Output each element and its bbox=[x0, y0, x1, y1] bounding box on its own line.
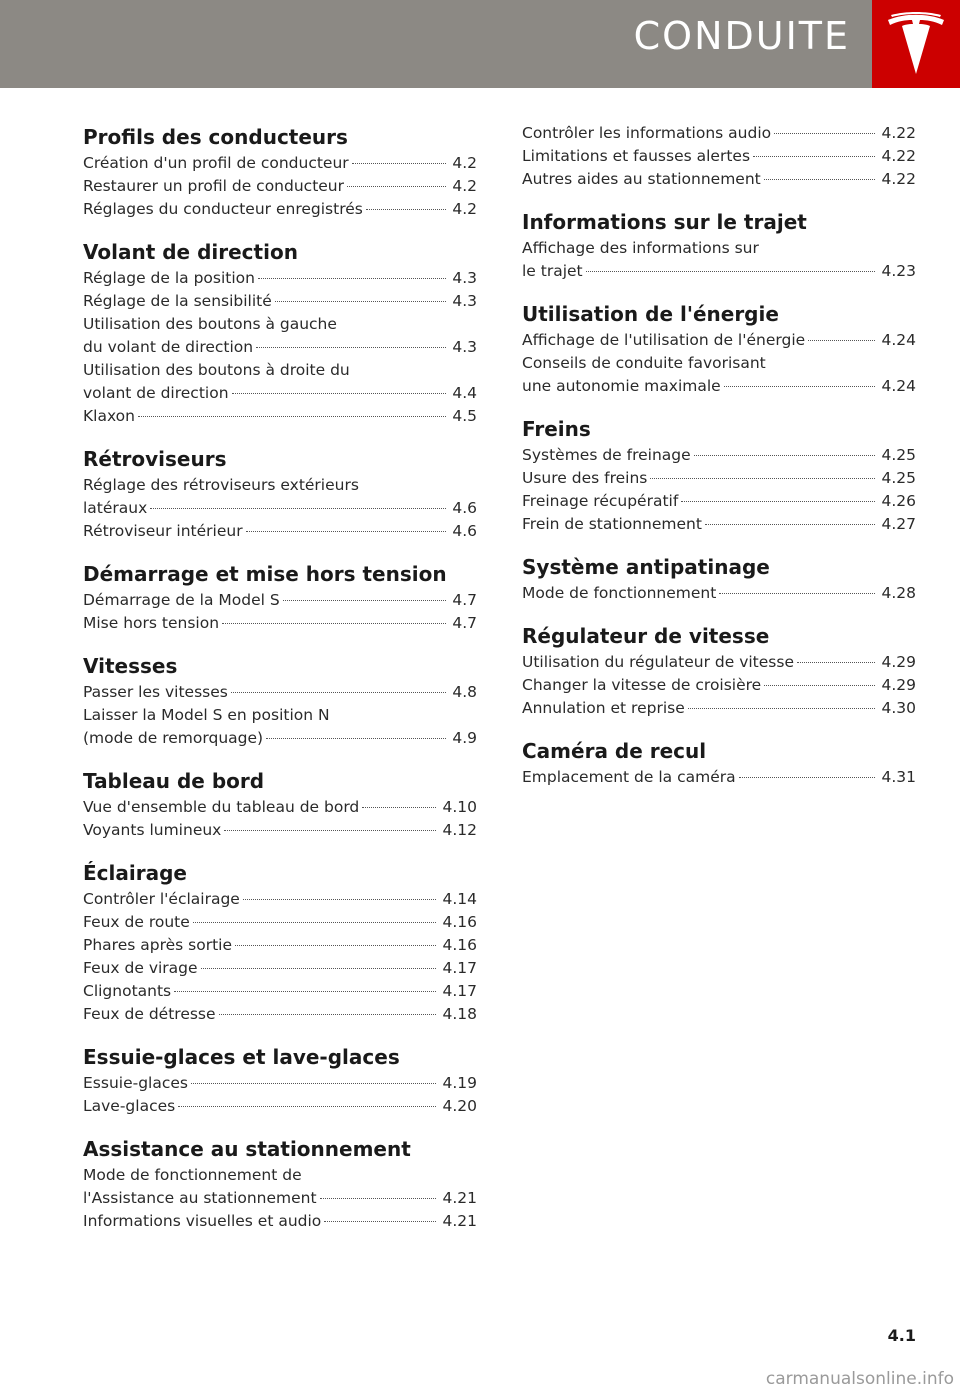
entry-page: 4.25 bbox=[881, 446, 916, 464]
dot-leader bbox=[193, 922, 437, 923]
section-title: Volant de direction bbox=[83, 240, 298, 264]
entry-label: Utilisation des boutons à droite du bbox=[83, 361, 350, 379]
section-title: Vitesses bbox=[83, 654, 178, 678]
toc-entry[interactable] bbox=[83, 819, 477, 842]
toc-entry[interactable] bbox=[522, 651, 916, 674]
toc-section bbox=[522, 414, 916, 536]
dot-leader bbox=[138, 416, 446, 417]
dot-leader bbox=[694, 455, 876, 456]
entry-label: (mode de remorquage) bbox=[83, 729, 264, 747]
dot-leader bbox=[174, 991, 436, 992]
toc-entry[interactable] bbox=[83, 405, 477, 428]
dot-leader bbox=[724, 386, 876, 387]
entry-page: 4.2 bbox=[452, 200, 477, 218]
entry-page: 4.9 bbox=[452, 729, 477, 747]
toc-entry[interactable] bbox=[83, 267, 477, 290]
toc-entry[interactable] bbox=[83, 290, 477, 313]
entry-page: 4.3 bbox=[452, 269, 477, 287]
toc-left-column bbox=[83, 122, 477, 1249]
entry-label: Essuie-glaces bbox=[83, 1074, 188, 1092]
chapter-title: CONDUITE bbox=[633, 14, 850, 58]
entry-page: 4.16 bbox=[442, 936, 477, 954]
dot-leader bbox=[232, 393, 447, 394]
toc-entry[interactable] bbox=[83, 888, 477, 911]
entry-label: Freinage récupératif bbox=[522, 492, 679, 510]
entry-page: 4.22 bbox=[881, 124, 916, 142]
entry-label: Mode de fonctionnement bbox=[522, 584, 717, 602]
entry-label: Création d'un profil de conducteur bbox=[83, 154, 349, 172]
dot-leader bbox=[150, 508, 446, 509]
toc-entry[interactable] bbox=[83, 704, 477, 750]
toc-entry[interactable] bbox=[522, 329, 916, 352]
entry-page: 4.14 bbox=[442, 890, 477, 908]
entry-page: 4.28 bbox=[881, 584, 916, 602]
dot-leader bbox=[764, 685, 875, 686]
entry-label: Utilisation du régulateur de vitesse bbox=[522, 653, 794, 671]
dot-leader bbox=[774, 133, 875, 134]
entry-label: Emplacement de la caméra bbox=[522, 768, 736, 786]
toc-entry[interactable] bbox=[83, 957, 477, 980]
entry-label: Systèmes de freinage bbox=[522, 446, 691, 464]
toc-entry[interactable] bbox=[83, 359, 477, 405]
dot-leader bbox=[235, 945, 436, 946]
entry-page: 4.21 bbox=[442, 1212, 477, 1230]
toc-entry[interactable] bbox=[83, 474, 477, 520]
toc-entry[interactable] bbox=[522, 513, 916, 536]
toc-entry[interactable] bbox=[83, 612, 477, 635]
entry-label: Restaurer un profil de conducteur bbox=[83, 177, 345, 195]
dot-leader bbox=[222, 623, 446, 624]
toc-section bbox=[83, 1134, 477, 1233]
dot-leader bbox=[797, 662, 876, 663]
toc-entry[interactable] bbox=[522, 444, 916, 467]
entry-page: 4.29 bbox=[881, 653, 916, 671]
entry-label: Feux de détresse bbox=[83, 1005, 216, 1023]
section-title: Régulateur de vitesse bbox=[522, 624, 770, 648]
dot-leader bbox=[362, 807, 436, 808]
entry-page: 4.7 bbox=[452, 591, 477, 609]
entry-page: 4.19 bbox=[442, 1074, 477, 1092]
dot-leader bbox=[246, 531, 447, 532]
entry-label: Rétroviseur intérieur bbox=[83, 522, 243, 540]
dot-leader bbox=[283, 600, 447, 601]
entry-page: 4.12 bbox=[442, 821, 477, 839]
entry-page: 4.7 bbox=[452, 614, 477, 632]
entry-page: 4.18 bbox=[442, 1005, 477, 1023]
section-title: Tableau de bord bbox=[83, 769, 265, 793]
dot-leader bbox=[266, 738, 446, 739]
dot-leader bbox=[191, 1083, 437, 1084]
toc-entry[interactable] bbox=[83, 589, 477, 612]
entry-page: 4.24 bbox=[881, 377, 916, 395]
entry-label: Réglage de la position bbox=[83, 269, 255, 287]
toc-entry[interactable] bbox=[522, 122, 916, 145]
entry-page: 4.26 bbox=[881, 492, 916, 510]
entry-label: Mode de fonctionnement de bbox=[83, 1166, 302, 1184]
toc-section bbox=[83, 766, 477, 842]
toc-section bbox=[83, 1042, 477, 1118]
entry-page: 4.31 bbox=[881, 768, 916, 786]
entry-page: 4.3 bbox=[452, 338, 477, 356]
entry-page: 4.2 bbox=[452, 154, 477, 172]
toc-entry[interactable] bbox=[83, 796, 477, 819]
toc-entry[interactable] bbox=[522, 145, 916, 168]
entry-label: Limitations et fausses alertes bbox=[522, 147, 751, 165]
toc-section bbox=[83, 858, 477, 1026]
entry-label: Démarrage de la Model S bbox=[83, 591, 280, 609]
entry-page: 4.24 bbox=[881, 331, 916, 349]
toc-entry[interactable] bbox=[83, 198, 477, 221]
dot-leader bbox=[808, 340, 875, 341]
entry-page: 4.20 bbox=[442, 1097, 477, 1115]
entry-label: Lave-glaces bbox=[83, 1097, 176, 1115]
entry-label: Mise hors tension bbox=[83, 614, 220, 632]
toc-section bbox=[522, 621, 916, 720]
dot-leader bbox=[650, 478, 875, 479]
entry-label: Informations visuelles et audio bbox=[83, 1212, 322, 1230]
entry-label: Réglage des rétroviseurs extérieurs bbox=[83, 476, 359, 494]
section-title: Utilisation de l'énergie bbox=[522, 302, 779, 326]
entry-page: 4.5 bbox=[452, 407, 477, 425]
toc-entry[interactable] bbox=[522, 674, 916, 697]
entry-page: 4.25 bbox=[881, 469, 916, 487]
section-title: Démarrage et mise hors tension bbox=[83, 562, 447, 586]
toc-section bbox=[83, 122, 477, 221]
toc-entry[interactable] bbox=[522, 352, 916, 398]
toc-entry[interactable] bbox=[522, 490, 916, 513]
dot-leader bbox=[719, 593, 875, 594]
dot-leader bbox=[366, 209, 447, 210]
toc-entry[interactable] bbox=[522, 582, 916, 605]
toc-section bbox=[83, 651, 477, 750]
entry-page: 4.16 bbox=[442, 913, 477, 931]
entry-label: Contrôler l'éclairage bbox=[83, 890, 240, 908]
entry-page: 4.27 bbox=[881, 515, 916, 533]
toc-section bbox=[522, 299, 916, 398]
section-title: Essuie-glaces et lave-glaces bbox=[83, 1045, 400, 1069]
section-title: Assistance au stationnement bbox=[83, 1137, 411, 1161]
toc-section bbox=[522, 122, 916, 191]
entry-label: Réglage de la sensibilité bbox=[83, 292, 272, 310]
dot-leader bbox=[256, 347, 446, 348]
entry-page: 4.3 bbox=[452, 292, 477, 310]
entry-label: Affichage des informations sur bbox=[522, 239, 759, 257]
section-title: Éclairage bbox=[83, 861, 187, 885]
toc-entry[interactable] bbox=[83, 175, 477, 198]
entry-label: Passer les vitesses bbox=[83, 683, 228, 701]
toc-entry[interactable] bbox=[83, 980, 477, 1003]
entry-label: Conseils de conduite favorisant bbox=[522, 354, 766, 372]
dot-leader bbox=[243, 899, 437, 900]
toc-section bbox=[83, 237, 477, 428]
toc-entry[interactable] bbox=[83, 911, 477, 934]
dot-leader bbox=[753, 156, 875, 157]
entry-label: latéraux bbox=[83, 499, 148, 517]
toc-entry[interactable] bbox=[522, 168, 916, 191]
entry-label: Klaxon bbox=[83, 407, 135, 425]
section-title: Freins bbox=[522, 417, 591, 441]
entry-label: Voyants lumineux bbox=[83, 821, 222, 839]
section-title: Profils des conducteurs bbox=[83, 125, 348, 149]
section-title: Système antipatinage bbox=[522, 555, 770, 579]
entry-label: Utilisation des boutons à gauche bbox=[83, 315, 337, 333]
toc-section bbox=[83, 444, 477, 543]
dot-leader bbox=[681, 501, 875, 502]
logo-box bbox=[872, 0, 960, 88]
dot-leader bbox=[178, 1106, 436, 1107]
watermark: carmanualsonline.info bbox=[765, 1369, 954, 1389]
entry-page: 4.29 bbox=[881, 676, 916, 694]
toc-entry[interactable] bbox=[83, 1210, 477, 1233]
toc-entry[interactable] bbox=[83, 1072, 477, 1095]
dot-leader bbox=[688, 708, 876, 709]
toc-entry[interactable] bbox=[83, 1003, 477, 1026]
entry-label: Annulation et reprise bbox=[522, 699, 685, 717]
entry-label: Frein de stationnement bbox=[522, 515, 702, 533]
toc-entry[interactable] bbox=[83, 934, 477, 957]
page-header bbox=[0, 0, 960, 88]
dot-leader bbox=[201, 968, 437, 969]
dot-leader bbox=[352, 163, 447, 164]
entry-page: 4.8 bbox=[452, 683, 477, 701]
dot-leader bbox=[324, 1221, 436, 1222]
entry-page: 4.6 bbox=[452, 499, 477, 517]
entry-label: Phares après sortie bbox=[83, 936, 232, 954]
dot-leader bbox=[586, 271, 876, 272]
entry-label: une autonomie maximale bbox=[522, 377, 721, 395]
entry-label: le trajet bbox=[522, 262, 583, 280]
toc-entry[interactable] bbox=[83, 1095, 477, 1118]
entry-label: volant de direction bbox=[83, 384, 229, 402]
toc-entry[interactable] bbox=[522, 467, 916, 490]
toc-entry[interactable] bbox=[522, 237, 916, 283]
entry-page: 4.6 bbox=[452, 522, 477, 540]
dot-leader bbox=[320, 1198, 437, 1199]
dot-leader bbox=[231, 692, 447, 693]
entry-label: Autres aides au stationnement bbox=[522, 170, 761, 188]
entry-label: l'Assistance au stationnement bbox=[83, 1189, 317, 1207]
entry-label: du volant de direction bbox=[83, 338, 254, 356]
entry-page: 4.2 bbox=[452, 177, 477, 195]
entry-label: Clignotants bbox=[83, 982, 172, 1000]
section-title: Caméra de recul bbox=[522, 739, 707, 763]
entry-label: Contrôler les informations audio bbox=[522, 124, 772, 142]
section-title: Informations sur le trajet bbox=[522, 210, 807, 234]
toc-entry[interactable] bbox=[83, 152, 477, 175]
toc-section bbox=[83, 559, 477, 635]
dot-leader bbox=[764, 179, 876, 180]
entry-page: 4.4 bbox=[452, 384, 477, 402]
entry-page: 4.22 bbox=[881, 147, 916, 165]
entry-label: Vue d'ensemble du tableau de bord bbox=[83, 798, 360, 816]
toc-entry[interactable] bbox=[522, 766, 916, 789]
dot-leader bbox=[347, 186, 446, 187]
entry-page: 4.17 bbox=[442, 982, 477, 1000]
entry-label: Laisser la Model S en position N bbox=[83, 706, 330, 724]
toc-entry[interactable] bbox=[83, 681, 477, 704]
toc-entry[interactable] bbox=[522, 697, 916, 720]
section-title: Rétroviseurs bbox=[83, 447, 227, 471]
dot-leader bbox=[224, 830, 436, 831]
toc-entry[interactable] bbox=[83, 313, 477, 359]
toc-entry[interactable] bbox=[83, 520, 477, 543]
entry-label: Changer la vitesse de croisière bbox=[522, 676, 762, 694]
dot-leader bbox=[275, 301, 447, 302]
dot-leader bbox=[219, 1014, 437, 1015]
page-number: 4.1 bbox=[887, 1326, 916, 1345]
dot-leader bbox=[258, 278, 446, 279]
toc-section bbox=[522, 736, 916, 789]
entry-page: 4.22 bbox=[881, 170, 916, 188]
toc-section bbox=[522, 552, 916, 605]
tesla-logo-icon bbox=[886, 12, 946, 76]
entry-label: Feux de virage bbox=[83, 959, 198, 977]
entry-page: 4.23 bbox=[881, 262, 916, 280]
entry-label: Feux de route bbox=[83, 913, 190, 931]
dot-leader bbox=[739, 777, 876, 778]
entry-label: Réglages du conducteur enregistrés bbox=[83, 200, 363, 218]
entry-page: 4.10 bbox=[442, 798, 477, 816]
entry-page: 4.30 bbox=[881, 699, 916, 717]
toc-entry[interactable] bbox=[83, 1164, 477, 1210]
entry-page: 4.21 bbox=[442, 1189, 477, 1207]
entry-label: Affichage de l'utilisation de l'énergie bbox=[522, 331, 806, 349]
entry-page: 4.17 bbox=[442, 959, 477, 977]
dot-leader bbox=[705, 524, 876, 525]
toc-right-column bbox=[522, 122, 916, 805]
entry-label: Usure des freins bbox=[522, 469, 648, 487]
toc-section bbox=[522, 207, 916, 283]
